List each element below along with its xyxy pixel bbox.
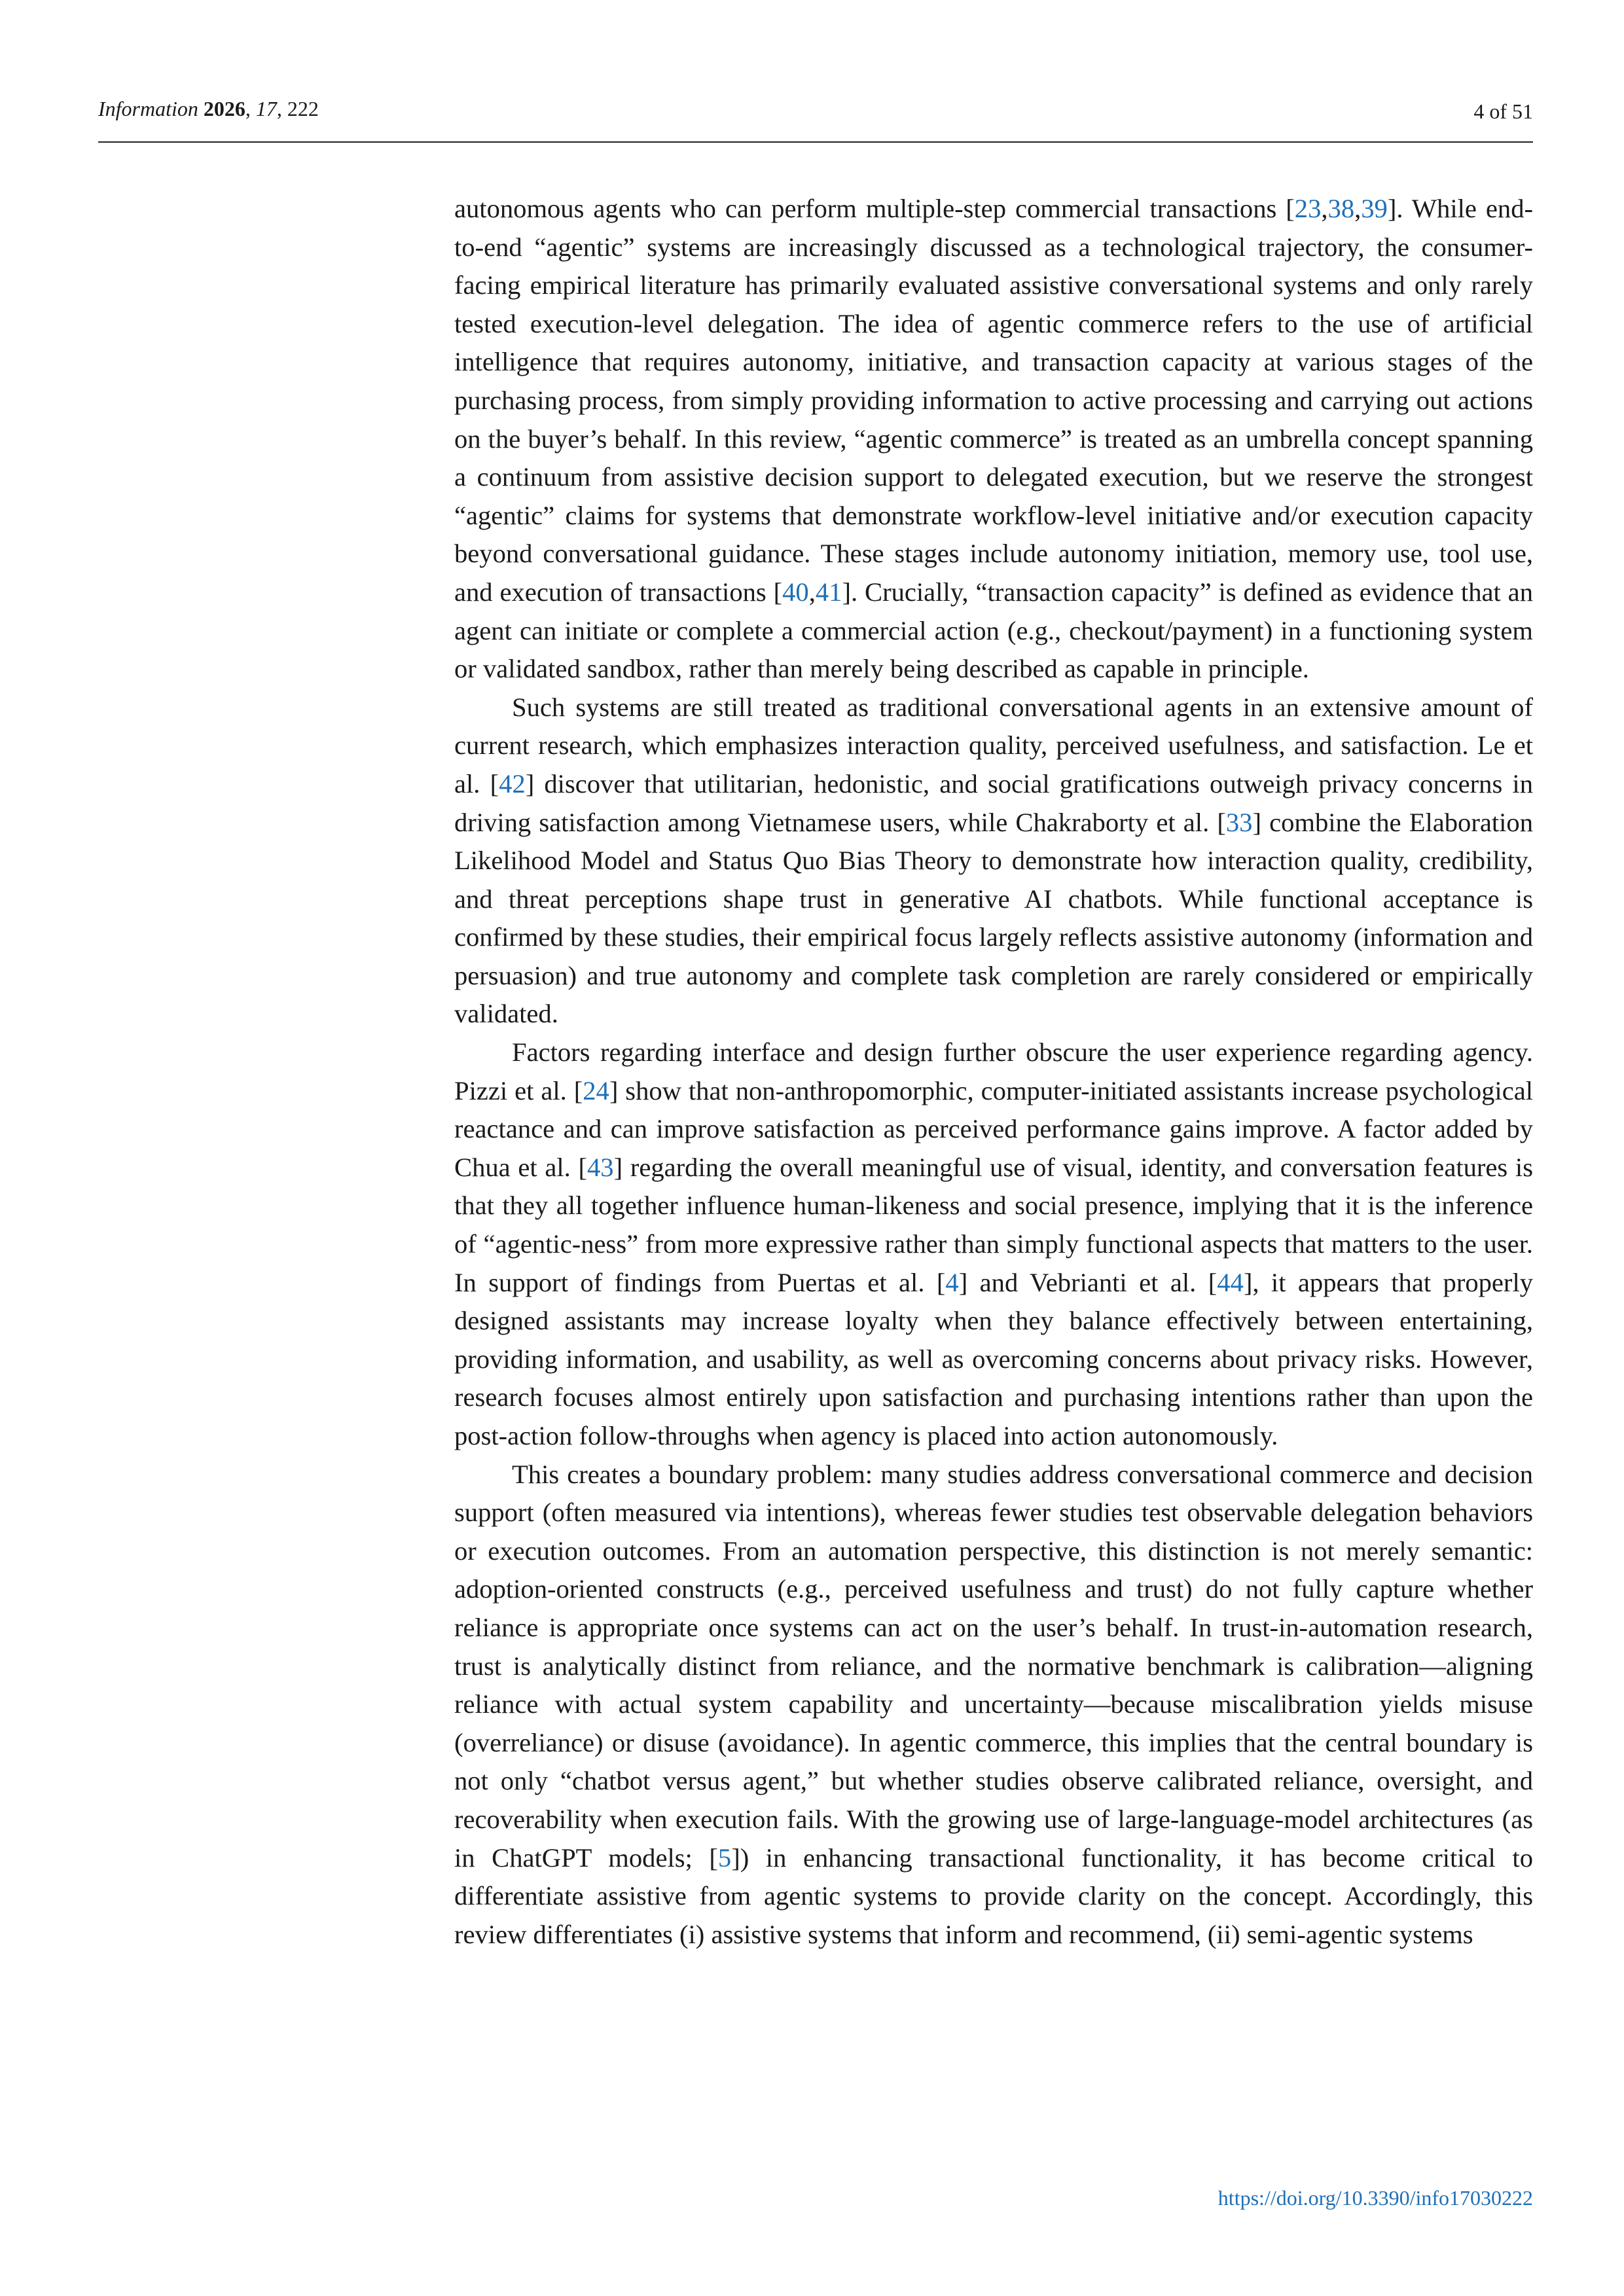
text-run: ] regarding the overall meaningful use of visual, identity, and conversation features is that they all together influence human-likeness and social presence, implying that it is the inference of “agentic-ness” from more expressive rather than simply functional aspects that matters to the user. In support of findings from Puertas et al. [: [454, 1152, 1533, 1297]
citation-link[interactable]: 38: [1327, 194, 1355, 223]
doi-link[interactable]: https://doi.org/10.3390/info17030222: [1218, 2186, 1533, 2210]
text-run: Factors regarding interface and design further obscure the user experience regarding agency. Pizzi et al. [: [454, 1037, 1533, 1105]
text-run: ]) in enhancing transactional functionality, it has become critical to differentiate assistive from agentic systems to provide clarity on the concept. Accordingly, this review differentiates (i) assistive systems that inform and recommend, (ii) semi-agentic systems: [454, 1842, 1533, 1949]
text-run: ] and Vebrianti et al. [: [958, 1267, 1218, 1297]
body-text: [454, 190, 1533, 1954]
text-run: ,: [1321, 194, 1328, 223]
citation-link[interactable]: 4: [945, 1267, 959, 1297]
text-run: ] show that non-anthropomorphic, computer-initiated assistants increase psychological reactance and can improve satisfaction as perceived performance gains improve. A factor added by Chua et al. [: [454, 1075, 1533, 1182]
text-run: ] discover that utilitarian, hedonistic, and social gratifications outweigh privacy concerns in driving satisfaction among Vietnamese users, while Chakraborty et al. [: [454, 768, 1533, 837]
citation-link[interactable]: 33: [1225, 807, 1253, 837]
citation-link[interactable]: 41: [815, 577, 842, 607]
text-run: ]. While end-to-end “agentic” systems are increasingly discussed as a technological trajectory, the consumer-facing empirical literature has primarily evaluated assistive conversational systems and only rarely tested execution-level delegation. The idea of agentic commerce refers to the use of artificial intelligence that requires autonomy, initiative, and transaction capacity at various stages of the purchasing process, from simply providing information to active processing and carrying out actions on the buyer’s behalf. In this review, “agentic commerce” is treated as an umbrella concept spanning a continuum from assistive decision support to delegated execution, but we reserve the strongest “agentic” claims for systems that demonstrate workflow-level initiative and/or execution capacity beyond conversational guidance. These stages include autonomy initiation, memory use, tool use, and execution of transactions [: [454, 194, 1533, 607]
text-run: ,: [808, 577, 816, 607]
citation-link[interactable]: 43: [587, 1152, 614, 1182]
citation-link[interactable]: 23: [1294, 194, 1322, 223]
text-run: Such systems are still treated as traditional conversational agents in an extensive amount of current research, which emphasizes interaction quality, perceived usefulness, and satisfaction. Le et al. [: [454, 692, 1533, 798]
paragraph: [454, 190, 1533, 689]
page-header: [98, 92, 1533, 143]
page-number: 4 of 51: [1473, 99, 1533, 123]
text-run: ,: [1354, 194, 1362, 223]
journal-year: 2026: [203, 97, 245, 120]
article-number: 222: [287, 97, 319, 120]
text-run: autonomous agents who can perform multiple-step commercial transactions [: [454, 194, 1295, 223]
text-run: ]. Crucially, “transaction capacity” is defined as evidence that an agent can initiate or complete a commercial action (e.g., checkout/payment) in a functioning system or validated sandbox, rather than merely being described as capable in principle.: [454, 577, 1533, 684]
text-run: This creates a boundary problem: many studies address conversational commerce and decision support (often measured via intentions), whereas fewer studies test observable delegation behaviors or execution outcomes. From an automation perspective, this distinction is not merely semantic: adoption-oriented constructs (e.g., perceived usefulness and trust) do not fully capture whether reliance is appropriate once systems can act on the user’s behalf. In trust-in-automation research, trust is analytically distinct from reliance, and the normative benchmark is calibration—aligning reliance with actual system capability and uncertainty—because miscalibration yields misuse (overreliance) or disuse (avoidance). In agentic commerce, this implies that the central boundary is not only “chatbot versus agent,” but whether studies observe calibrated reliance, oversight, and recoverability when execution fails. With the growing use of large-language-model architectures (as in ChatGPT models; [: [454, 1459, 1533, 1873]
paragraph: [454, 689, 1533, 1033]
journal-volume: 17: [255, 97, 277, 120]
paragraph: [454, 1456, 1533, 1954]
journal-citation: Information 2026, 17, 222: [98, 97, 319, 120]
journal-name: Information: [98, 97, 198, 120]
citation-link[interactable]: 44: [1217, 1267, 1244, 1297]
citation-link[interactable]: 42: [499, 768, 526, 798]
text-run: ], it appears that properly designed assistants may increase loyalty when they balance effectively between entertaining, providing information, and usability, as well as overcoming concerns about privacy risks. However, research focuses almost entirely upon satisfaction and purchasing intentions rather than upon the post-action follow-throughs when agency is placed into action autonomously.: [454, 1267, 1534, 1450]
citation-link[interactable]: 5: [717, 1842, 732, 1873]
citation-link[interactable]: 24: [583, 1075, 609, 1105]
text-run: ] combine the Elaboration Likelihood Model and Status Quo Bias Theory to demonstrate how interaction quality, credibility, and threat perceptions shape trust in generative AI chatbots. While functional acceptance is confirmed by these studies, their empirical focus largely reflects assistive autonomy (information and persuasion) and true autonomy and complete task completion are rarely considered or empirically validated.: [454, 807, 1533, 1029]
citation-link[interactable]: 40: [782, 577, 809, 607]
citation-link[interactable]: 39: [1361, 194, 1388, 223]
paragraph: [454, 1033, 1533, 1456]
